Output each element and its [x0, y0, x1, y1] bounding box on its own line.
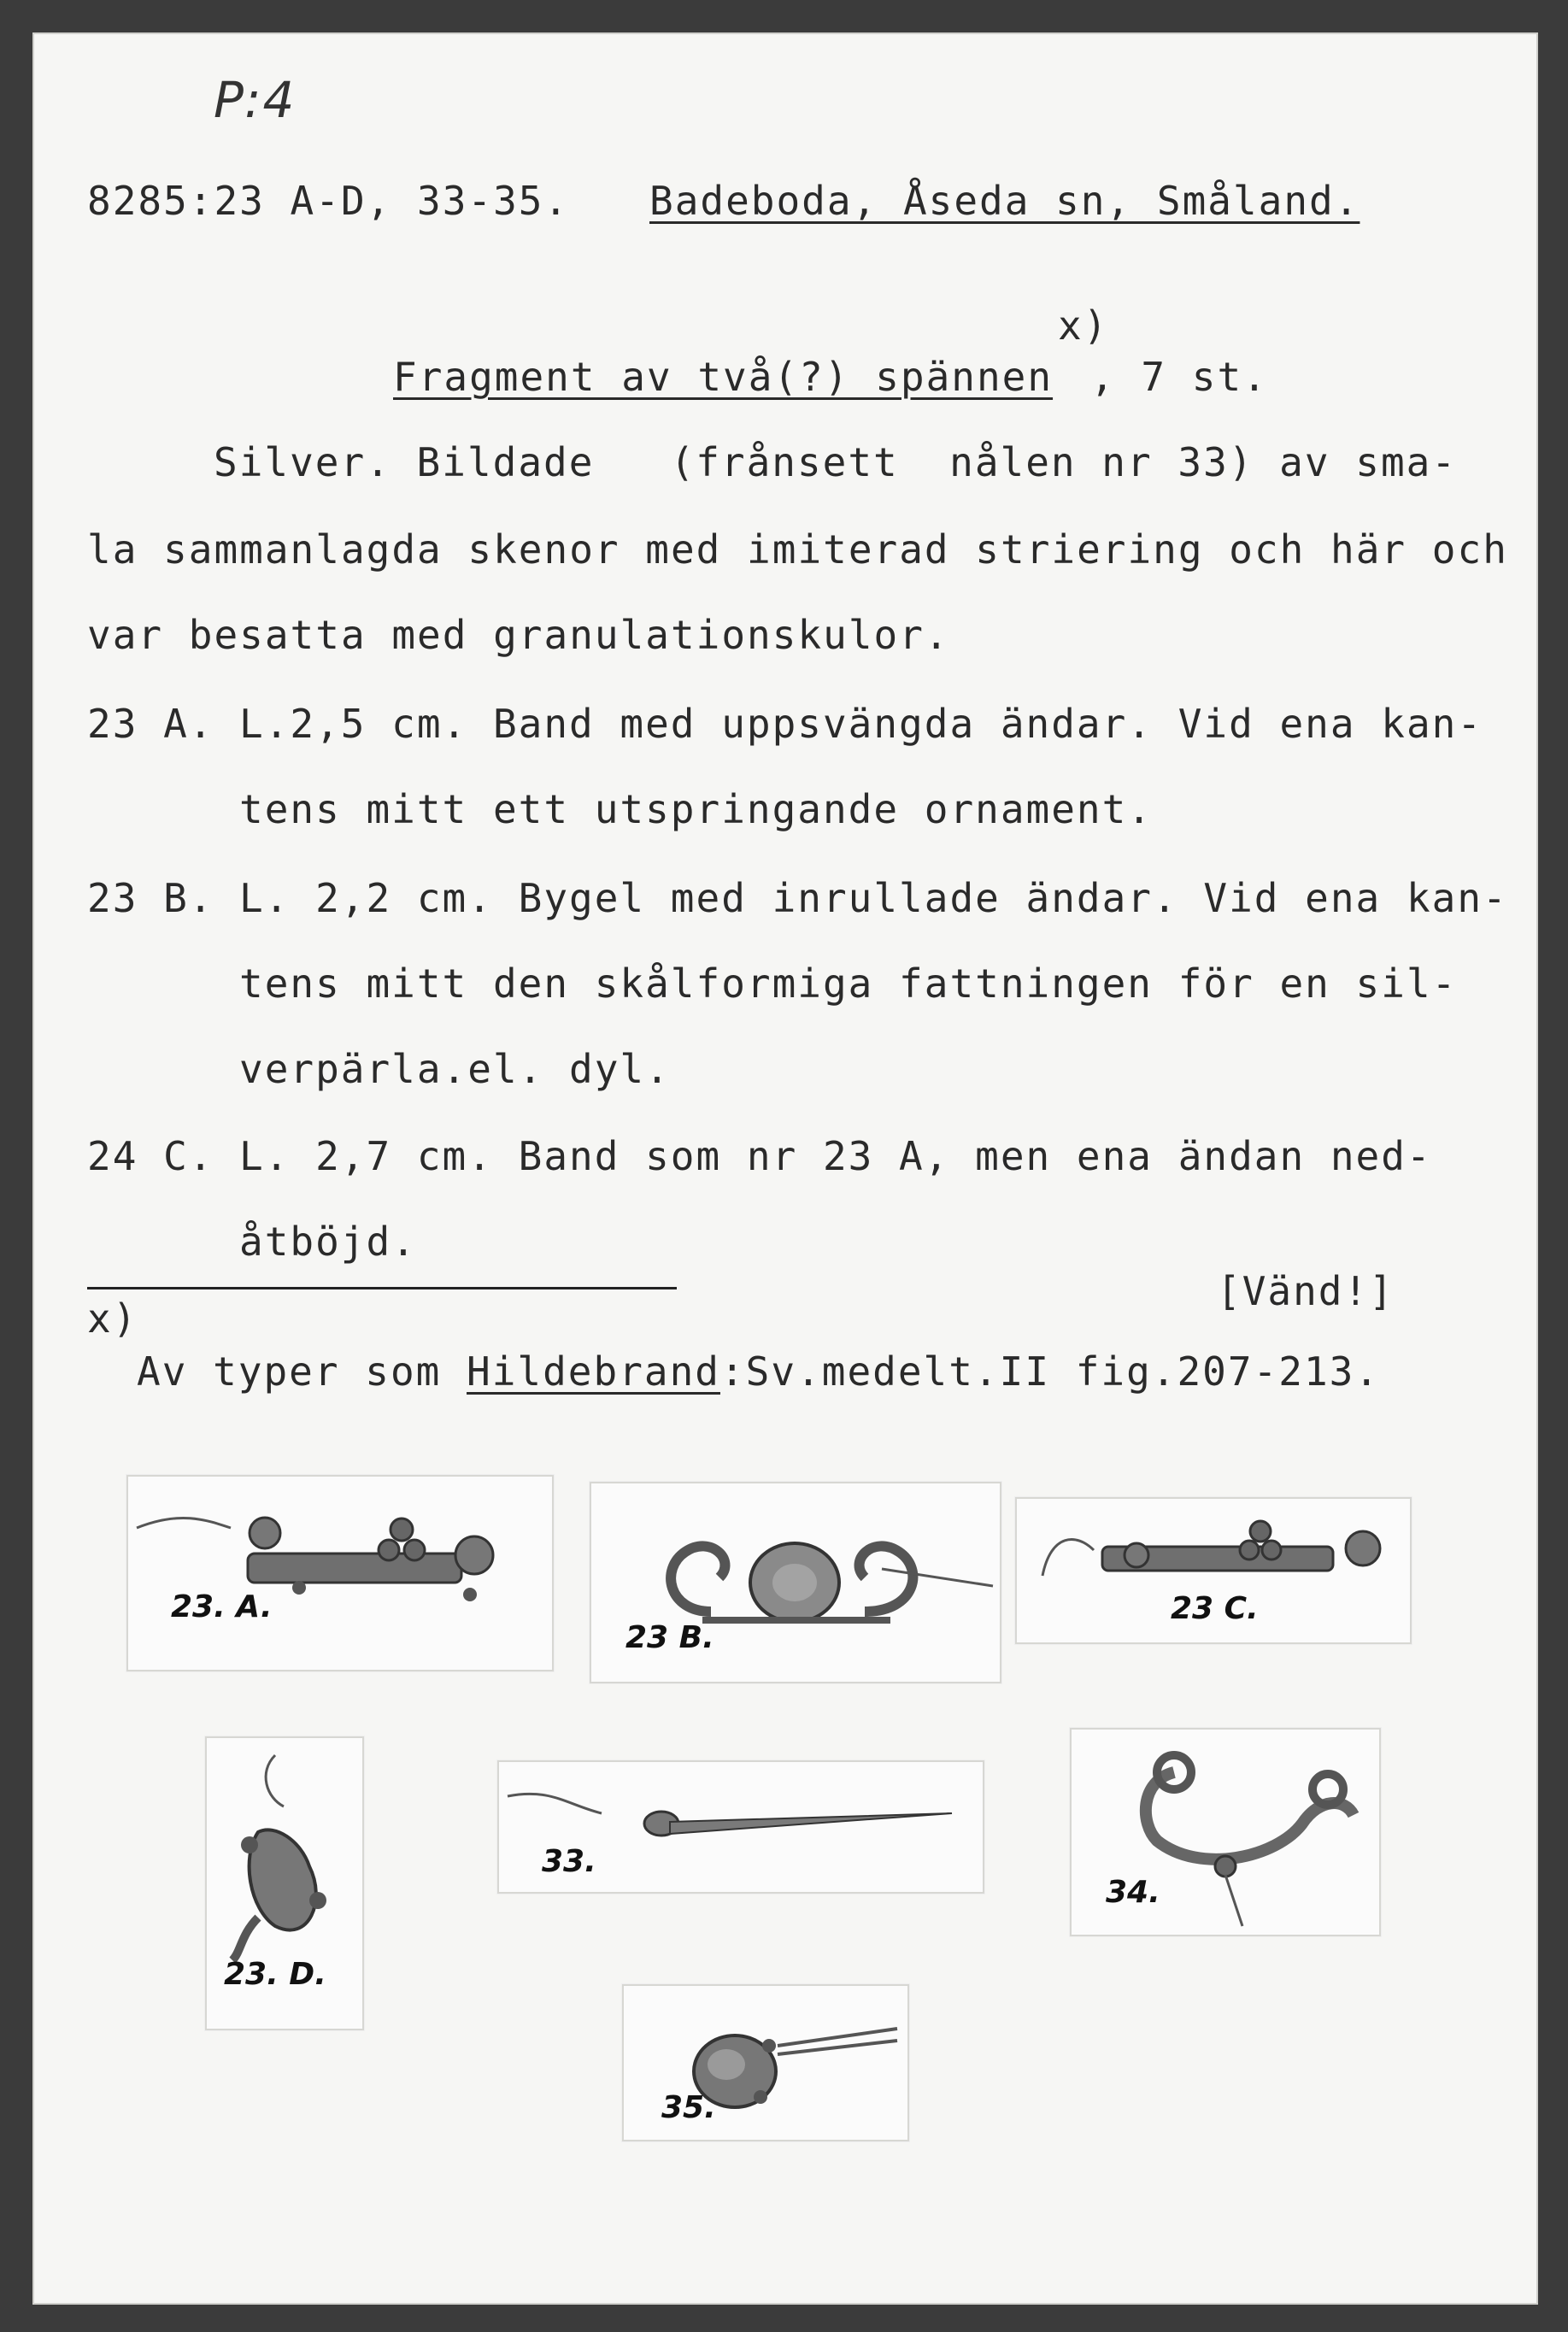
footnote-text	[137, 1348, 1381, 1395]
item-count: , 7 st.	[1090, 354, 1268, 400]
photo-23b	[590, 1482, 1001, 1683]
find-location: Badeboda, Åseda sn, Småland.	[649, 178, 1360, 224]
catalog-card	[32, 32, 1538, 2305]
photo-34-label: 34.	[1106, 1875, 1160, 1910]
catalog-number: 8285:23 A-D, 33-35.	[87, 178, 570, 224]
intro-line-1: Silver. Bildade (frånsett nålen nr 33) av sma-	[214, 439, 1458, 485]
entry-23b-line-3: verpärla.el. dyl.	[239, 1046, 671, 1092]
entry-24c-line-2: åtböjd.	[239, 1219, 417, 1265]
photo-35-label: 35.	[661, 2090, 716, 2125]
entry-23a-line-2: tens mitt ett utspringande ornament.	[239, 786, 1153, 832]
footnote-rule	[87, 1287, 677, 1289]
photo-35	[622, 1984, 909, 2141]
photo-33	[497, 1760, 984, 1894]
entry-23b-label: 23 B.	[87, 875, 214, 921]
card-title: Fragment av två(?) spännen	[393, 354, 1054, 400]
brooch-fragment-23a-image	[128, 1477, 552, 1670]
footnote-suffix: :Sv.medelt.II fig.207-213.	[719, 1348, 1381, 1395]
photo-23c	[1015, 1497, 1412, 1644]
photo-23a	[126, 1475, 554, 1671]
entry-24c-line-1: L. 2,7 cm. Band som nr 23 A, men ena ändan ned-	[239, 1133, 1432, 1179]
photo-23a-label: 23. A.	[171, 1589, 273, 1624]
entry-23b-line-2: tens mitt den skålformiga fattningen för en sil-	[239, 960, 1458, 1007]
turn-note: [Vänd!]	[1217, 1268, 1395, 1314]
photo-23d-label: 23. D.	[224, 1957, 326, 1992]
footnote-prefix: Av typer som	[137, 1348, 467, 1395]
footnote-marker: x)	[87, 1295, 138, 1342]
intro-line-2: la sammanlagda skenor med imiterad striering och här och	[87, 526, 1508, 573]
handwritten-mark: P:4	[214, 71, 297, 129]
footnote-reference: Hildebrand	[467, 1348, 720, 1395]
entry-23b-line-1: L. 2,2 cm. Bygel med inrullade ändar. Vid ena kan-	[239, 875, 1508, 921]
photo-23b-label: 23 B.	[625, 1620, 714, 1655]
photo-34	[1070, 1728, 1381, 1936]
intro-line-3: var besatta med granulationskulor.	[87, 612, 950, 658]
title-footnote-marker: x)	[1058, 303, 1109, 349]
entry-23a-label: 23 A.	[87, 701, 214, 747]
entry-23a-line-1: L.2,5 cm. Band med uppsvängda ändar. Vid ena kan-	[239, 701, 1483, 747]
entry-24c-label: 24 C.	[87, 1133, 214, 1179]
photo-23d	[205, 1736, 364, 2030]
photo-33-label: 33.	[542, 1844, 596, 1879]
photo-23c-label: 23 C.	[1171, 1591, 1259, 1626]
